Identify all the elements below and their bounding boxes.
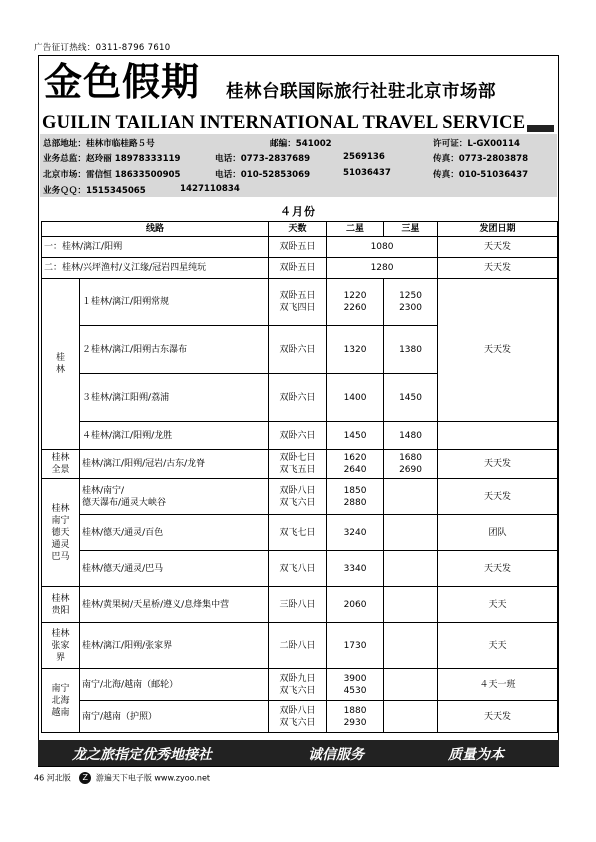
route-cell: 桂林/黄果树/天星桥/遵义/息烽集中营 [80,587,269,623]
date-cell: 天天 [438,587,558,623]
header-route: 线路 [42,222,269,237]
days-cell: 双卧六日 [269,326,327,374]
route-cell: 一：桂林/漓江/阳朔 [42,237,269,258]
table-row [42,279,558,326]
two-star-cell: 1730 [327,623,384,669]
date-cell: 天天发 [438,237,558,258]
slogan-banner [38,740,559,766]
three-star-cell: 1680 2690 [384,450,438,479]
days-cell: 三卧八日 [269,587,327,623]
two-star-cell: 1220 2260 [327,279,384,326]
agency-name-cn: 桂林台联国际旅行社驻北京市场部 [226,82,496,102]
route-cell: ３桂林/漓江阳朔/荔浦 [80,374,269,422]
days-cell: 双卧八日 双飞六日 [269,701,327,733]
days-cell: 双卧七日 双飞五日 [269,450,327,479]
days-cell: 双飞七日 [269,515,327,551]
table-row [42,422,558,450]
date-cell: 天天发 [438,279,558,422]
table-row [42,237,558,258]
slogan-c: 质量为本 [448,747,504,763]
group-label: 桂林 贵阳 [42,587,80,623]
table-header-row [42,222,558,237]
slogan-b: 诚信服务 [308,747,364,763]
contact-info-block [40,134,557,197]
price-cell: 1280 [327,258,438,279]
date-cell: 天天发 [438,258,558,279]
route-cell: 二：桂林/兴坪渔村/义江缘/冠岩四星纯玩 [42,258,269,279]
two-star-cell: 3900 4530 [327,669,384,701]
table-row [42,258,558,279]
qq-2: 1427110834 [180,184,240,194]
days-cell: 双卧五日 [269,237,327,258]
table-row [42,623,558,669]
footer-site: 游遍天下电子版 www.zyoo.net [95,773,211,783]
route-cell: 桂林/德天/通灵/百色 [80,515,269,551]
header-days: 天数 [269,222,327,237]
address: 总部地址：桂林市临桂路５号 [43,139,155,149]
bj-phone-2: 51036437 [343,168,391,178]
days-cell: 双卧五日 双飞四日 [269,279,327,326]
two-star-cell: 1880 2930 [327,701,384,733]
route-cell: 桂林/漓江/阳朔/张家界 [80,623,269,669]
days-cell: 双飞八日 [269,551,327,587]
two-star-cell: 2060 [327,587,384,623]
days-cell: 二卧八日 [269,623,327,669]
days-cell: 双卧九日 双飞六日 [269,669,327,701]
agency-name-en: GUILIN TAILIAN INTERNATIONAL TRAVEL SERVICE [42,113,526,133]
page-footer [34,772,210,784]
route-cell: １桂林/漓江/阳朔常规 [80,279,269,326]
three-star-cell: 1380 [384,326,438,374]
route-cell: ４桂林/漓江/阳朔/龙胜 [80,422,269,450]
postcode: 邮编：541002 [270,139,332,149]
two-star-cell: 3240 [327,515,384,551]
group-label: 桂林 南宁 德天 通灵 巴马 [42,479,80,587]
two-star-cell: 1450 [327,422,384,450]
brand-title: 金色假期 [44,59,201,104]
slogan-a: 龙之旅指定优秀地接社 [72,747,212,763]
days-cell: 双卧五日 [269,258,327,279]
date-cell-empty [438,422,558,450]
days-cell: 双卧六日 [269,422,327,450]
three-star-cell-empty [384,479,438,515]
table-row [42,551,558,587]
qq: 业务ＱＱ：1515345065 [43,186,146,196]
table-row [42,515,558,551]
three-star-cell: 1450 [384,374,438,422]
route-cell: ２桂林/漓江/阳朔古东瀑布 [80,326,269,374]
page-number: 46 河北版 [34,773,71,783]
date-cell: 天天发 [438,479,558,515]
table-row [42,669,558,701]
zyoo-logo-icon: Z [79,772,91,784]
hq-phone: 电话：0773-2837689 [215,154,311,164]
route-cell: 桂林/南宁/ 德天瀑布/通灵大峡谷 [80,479,269,515]
two-star-cell: 3340 [327,551,384,587]
hq-phone-2: 2569136 [343,152,385,162]
two-star-cell: 1620 2640 [327,450,384,479]
date-cell: ４天一班 [438,669,558,701]
route-cell: 南宁/越南（护照） [80,701,269,733]
date-cell: 天天发 [438,701,558,733]
three-star-cell: 1250 2300 [384,279,438,326]
route-cell: 南宁/北海/越南（邮轮） [80,669,269,701]
route-cell: 桂林/漓江/阳朔/冠岩/古东/龙脊 [80,450,269,479]
two-star-cell: 1400 [327,374,384,422]
bj-contact: 北京市场：雷信恒 18633500905 [43,170,181,180]
date-cell: 团队 [438,515,558,551]
header-three-star: 三星 [384,222,438,237]
table-row [42,587,558,623]
license: 许可证：L-GX00114 [433,139,520,149]
hq-contact: 业务总监：赵玲丽 18978333119 [43,154,181,164]
price-table [41,221,558,733]
three-star-cell-empty [384,701,438,733]
three-star-cell-empty [384,587,438,623]
table-row [42,701,558,733]
group-label: 南宁 北海 越南 [42,669,80,733]
hq-fax: 传真：0773-2803878 [433,154,529,164]
header-departure: 发团日期 [438,222,558,237]
three-star-cell-empty [384,515,438,551]
price-cell: 1080 [327,237,438,258]
header-two-star: 二星 [327,222,384,237]
two-star-cell: 1850 2880 [327,479,384,515]
date-cell: 天天发 [438,551,558,587]
table-row [42,450,558,479]
three-star-cell-empty [384,669,438,701]
two-star-cell: 1320 [327,326,384,374]
days-cell: 双卧八日 双飞六日 [269,479,327,515]
bj-phone: 电话：010-52853069 [215,170,311,180]
date-cell: 天天发 [438,450,558,479]
month-title: ４月份 [280,205,316,218]
decorative-bar [527,125,554,132]
ad-hotline: 广告征订热线：0311-8796 7610 [34,43,171,53]
group-label: 桂 林 [42,279,80,450]
group-label: 桂林 张家 界 [42,623,80,669]
date-cell: 天天 [438,623,558,669]
table-row [42,479,558,515]
bj-fax: 传真：010-51036437 [433,170,529,180]
group-label: 桂林 全景 [42,450,80,479]
three-star-cell-empty [384,623,438,669]
route-cell: 桂林/德天/通灵/巴马 [80,551,269,587]
three-star-cell-empty [384,551,438,587]
three-star-cell: 1480 [384,422,438,450]
days-cell: 双卧六日 [269,374,327,422]
